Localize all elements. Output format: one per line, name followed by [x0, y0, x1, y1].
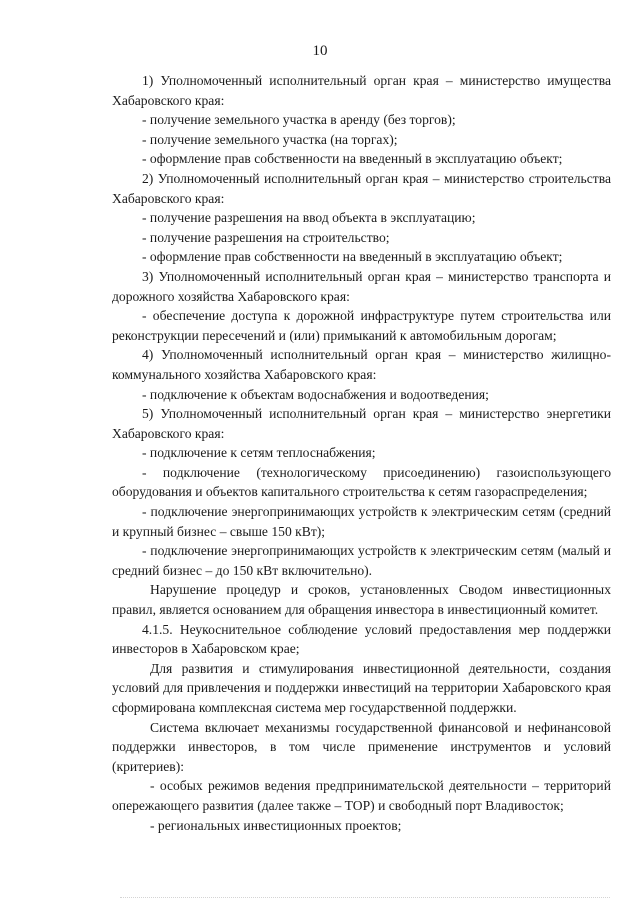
scan-artifact-line [120, 893, 610, 898]
list-item: - подключение к объектам водоснабжения и водоотведения; [142, 386, 489, 402]
paragraph-ministry-housing: 4) Уполномоченный исполнительный орган края – министерство жилищно-коммунального хозяйства Хабаровского края: [112, 347, 611, 382]
paragraph-system-includes: Система включает механизмы государственной финансовой и нефинансовой поддержки инвесторов, в том числе применение инструментов и условий (критериев): [112, 719, 611, 774]
list-item: - получение разрешения на ввод объекта в эксплуатацию; [142, 210, 476, 226]
paragraph-ministry-energy: 5) Уполномоченный исполнительный орган края – министерство энергетики Хабаровского края: [112, 406, 611, 441]
list-item: - обеспечение доступа к дорожной инфраструктуре путем строительства или реконструкции пересечений и (или) примыканий к автомобильным дорогам; [112, 308, 611, 343]
list-item: - подключение к сетям теплоснабжения; [142, 445, 376, 461]
page-number: 10 [312, 43, 328, 59]
list-item: - подключение энергопринимающих устройств к электрическим сетям (малый и средний бизнес – до 150 кВт включительно). [112, 543, 611, 578]
document-body [112, 71, 611, 835]
list-item: - оформление прав собственности на введенный в эксплуатацию объект; [142, 151, 563, 167]
list-item: - подключение энергопринимающих устройств к электрическим сетям (средний и крупный бизнес – свыше 150 кВт); [112, 504, 611, 539]
list-item: - получение земельного участка (на торгах); [142, 131, 398, 147]
list-item: - получение разрешения на строительство; [142, 229, 390, 245]
list-item: - оформление прав собственности на введенный в эксплуатацию объект; [142, 249, 563, 265]
paragraph-ministry-transport: 3) Уполномоченный исполнительный орган края – министерство транспорта и дорожного хозяйства Хабаровского края: [112, 268, 611, 304]
list-item: - получение земельного участка в аренду (без торгов); [142, 112, 456, 128]
paragraph-support-system: Для развития и стимулирования инвестиционной деятельности, создания условий для привлечения и поддержки инвестиций на территории Хабаровского края сформирована комплексная система мер государственной поддержки. [112, 660, 611, 715]
list-item: - подключение (технологическому присоединению) газоиспользующего оборудования и объектов капитального строительства к сетям газораспределения; [112, 464, 611, 500]
paragraph-violation: Нарушение процедур и сроков, установленных Сводом инвестиционных правил, является основанием для обращения инвестора в инвестиционный комитет. [112, 582, 611, 618]
paragraph-ministry-construction: 2) Уполномоченный исполнительный орган края – министерство строительства Хабаровского края: [112, 170, 611, 206]
list-item: - особых режимов ведения предпринимательской деятельности – территорий опережающего развития (далее также – ТОР) и свободный порт Владивосток; [112, 778, 611, 813]
section-4-1-5: 4.1.5. Неукоснительное соблюдение условий предоставления мер поддержки инвесторов в Хабаровском крае; [112, 621, 611, 657]
paragraph-ministry-property: 1) Уполномоченный исполнительный орган края – министерство имущества Хабаровского края: [112, 73, 611, 108]
list-item: - региональных инвестиционных проектов; [150, 817, 402, 833]
